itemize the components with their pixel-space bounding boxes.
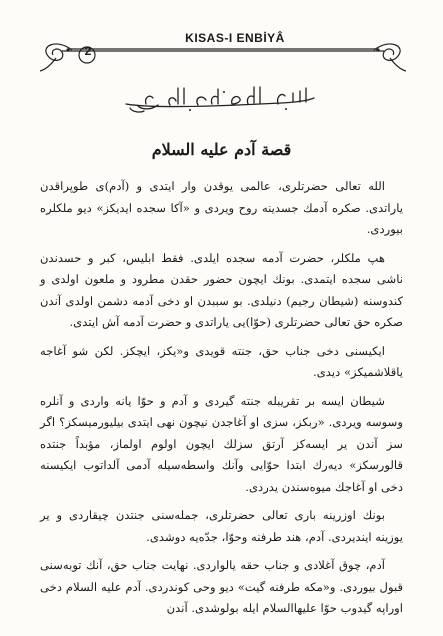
paragraph-4: شیطان ایسه بر تقریبله جنته گیردی و آدم و حوّا یانه واردی و آنلره وسوسه ویردی. «ربكز، سزی او آغاجدن نیچون نهی ایتدی بیلیورمیسكز؟ اگر سز آندن یر ایسه‌كز آرتق سزلك ایچون اولوم اولماز، مؤبداً جنتده قالورسكز» دیه‌رك ابتدا حوّایی وآنك واسطه‌سیله آدمی آلداتوب ایكیسنه دخی او آغاجك میوه‌سندن یدردی. <box>40 393 403 494</box>
paragraph-1: الله تعالی حضرتلری، عالمی یوقدن وار ایتدی و (آدم)ی طوپراقدن یاراتدی. صکره آدمك جسدینه روح ویردی و «آكا سجده ایدیكز» دیو ملكلره بیوردی. <box>40 179 403 236</box>
body-text <box>40 176 403 627</box>
paragraph-2: هپ ملكلر، حضرت آدمه سجده ایلدی. فقط ابلیس، کبر و حسدندن ناشی سجده ایتمدی. بونك ایچون حضور حقدن مطرود و ملعون اولدی و کندوسنه (شیطان رجیم) دنیلدی. بو سببدن او دخی آدمه دشمن اولدی آندن صکره حق تعالی حضرتلری (حوّا)یی یاراتدی و حضرت آدمه آش ایتدی. <box>40 250 403 329</box>
chapter-title: قصة آدم علیه السلام <box>151 140 292 159</box>
paragraph-6: آدم، چوق آغلادی و جناب حقه یالواردی. نهایت جناب حق، آنك توبه‌سنی قبول بیوردی. و«مكه طرفنه گیت» دیو وحی کوندردی. آدم علیه السلام دخی اوراپه گیدوب حوّا علیهاالسلام ایله بولوشدی. آندن <box>40 558 403 615</box>
page-number: 2 <box>84 44 92 58</box>
paragraph-5: بونك اوزرینه باری تعالی حضرتلری، جمله‌سنی جنتدن چیقاردی و یر یوزینه ایندیردی. آدم، هند طرفنه وحوّا، جدّه‌یه دوشدی. <box>40 508 403 544</box>
paragraph-3: ایکیسنی دخی جناب حق، جنته قویدی و«یكز، ایچكز. لكن شو آغاجه یاقلاشمیكز» دیدی. <box>40 343 403 379</box>
basmala-calligraphy-icon <box>120 82 320 116</box>
book-title: KISAS-I ENBİYÂ <box>185 31 285 45</box>
